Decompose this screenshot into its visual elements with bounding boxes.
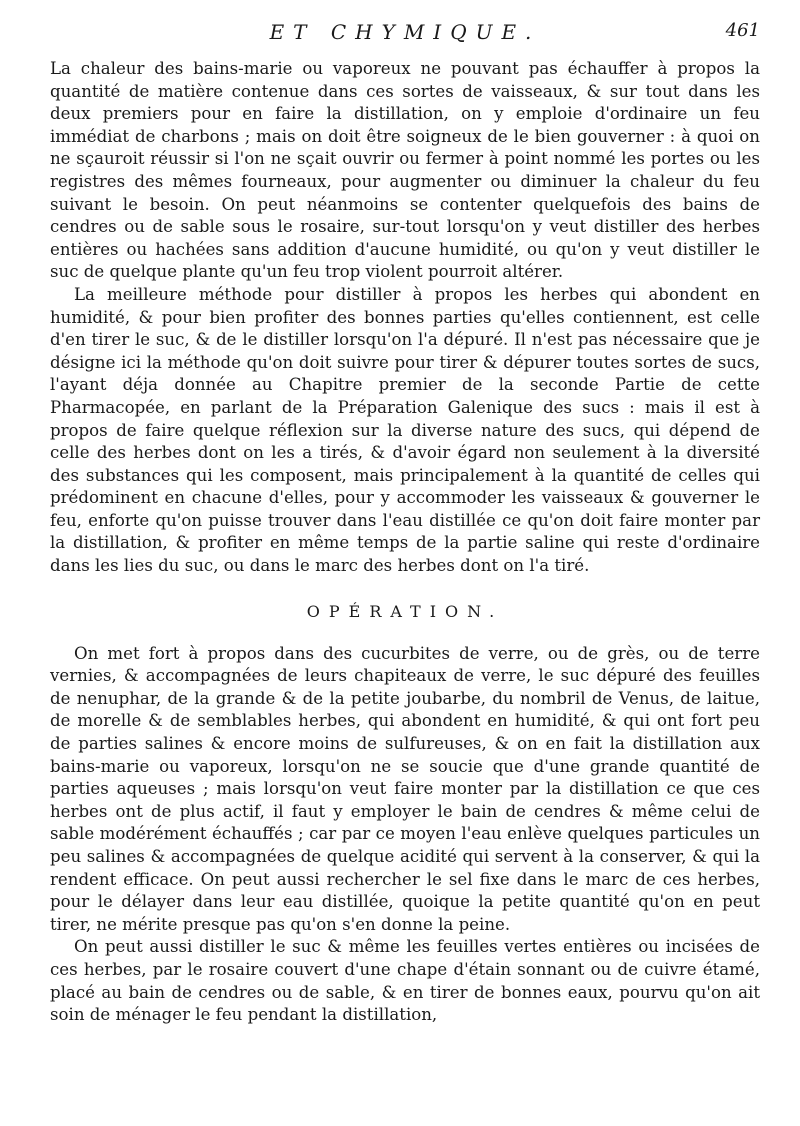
running-head [50, 10, 760, 50]
running-title: ET CHYMIQUE. [269, 20, 541, 44]
section-heading: OPÉRATION. [306, 601, 504, 621]
page-number: 461 [725, 20, 760, 41]
paragraph-4: On peut aussi distiller le suc & même les feuilles vertes entières ou incisées de ces herbes, par le rosaire couvert d'une chape d'étain sonnant ou de cuivre étamé, placé au bain de cendres ou de sable, & en tirer de bonnes eaux, pourvu qu'on ait soin de ménager le feu pendant la distillation, [50, 937, 760, 1025]
paragraph-3: On met fort à propos dans des cucurbites de verre, ou de grès, ou de terre vernies, & accompagnées de leurs chapiteaux de verre, le suc dépuré des feuilles de nenuphar, de la grande & de la petite joubarbe, du nombril de Venus, de laitue, de morelle & de semblables herbes, qui abondent en humidité, & qui ont fort peu de parties salines & encore moins de sulfureuses, & on en fait la distillation aux bains-marie ou vaporeux, lorsqu'on ne se soucie que d'une grande quantité de parties aqueuses ; mais lorsqu'on veut faire monter par la distillation ce que ces herbes ont de plus actif, il faut y employer le bain de cendres & même celui de sable modérément échauffés ; car par ce moyen l'eau enlève quelques particules un peu salines & accompagnées de quelque acidité qui servent à la conserver, & qui la rendent efficace. On peut aussi rechercher le sel fixe dans le marc de ces herbes, pour le délayer dans leur eau distillée, quoique la petite quantité qu'on en peut tirer, ne mérite presque pas qu'on s'en donne la peine. [50, 643, 760, 934]
paragraph-1: La chaleur des bains-marie ou vaporeux ne pouvant pas échauffer à propos la quantité de matière contenue dans ces sortes de vaisseaux, & sur tout dans les deux premiers pour en faire la distillation, on y emploie d'ordinaire un feu immédiat de charbons ; mais on doit être soigneux de le bien gouverner : à quoi on ne sçauroit réussir si l'on ne sçait ouvrir ou fermer à point nommé les portes ou les registres des mêmes fourneaux, pour augmenter ou diminuer la chaleur du feu suivant le besoin. On peut néanmoins se contenter quelquefois des bains de cendres ou de sable sous le rosaire, sur-tout lorsqu'on y veut distiller des herbes entières ou hachées sans addition d'aucune humidité, ou qu'on y veut distiller le suc de quelque plante qu'un feu trop violent pourroit altérer. [50, 59, 760, 282]
body-text [50, 58, 760, 1027]
paragraph-2: La meilleure méthode pour distiller à propos les herbes qui abondent en humidité, & pour bien profiter des bonnes parties qu'elles contiennent, est celle d'en tirer le suc, & de le distiller lorsqu'on l'a dépuré. Il n'est pas nécessaire que je désigne ici la méthode qu'on doit suivre pour tirer & dépurer toutes sortes de sucs, l'ayant déja donnée au Chapitre premier de la seconde Partie de cette Pharmacopée, en parlant de la Préparation Galenique des sucs : mais il est à propos de faire quelque réflexion sur la diverse nature des sucs, qui dépend de celle des herbes dont on les a tirés, & d'avoir égard non seulement à la diversité des substances qui les composent, mais principalement à la quantité de celles qui prédominent en chacune d'elles, pour y accommoder les vaisseaux & gouverner le feu, enforte qu'on puisse trouver dans l'eau distillée ce qu'on doit faire monter par la distillation, & profiter en même temps de la partie saline qui reste d'ordinaire dans les lies du suc, ou dans le marc des herbes dont on l'a tiré. [50, 284, 760, 576]
